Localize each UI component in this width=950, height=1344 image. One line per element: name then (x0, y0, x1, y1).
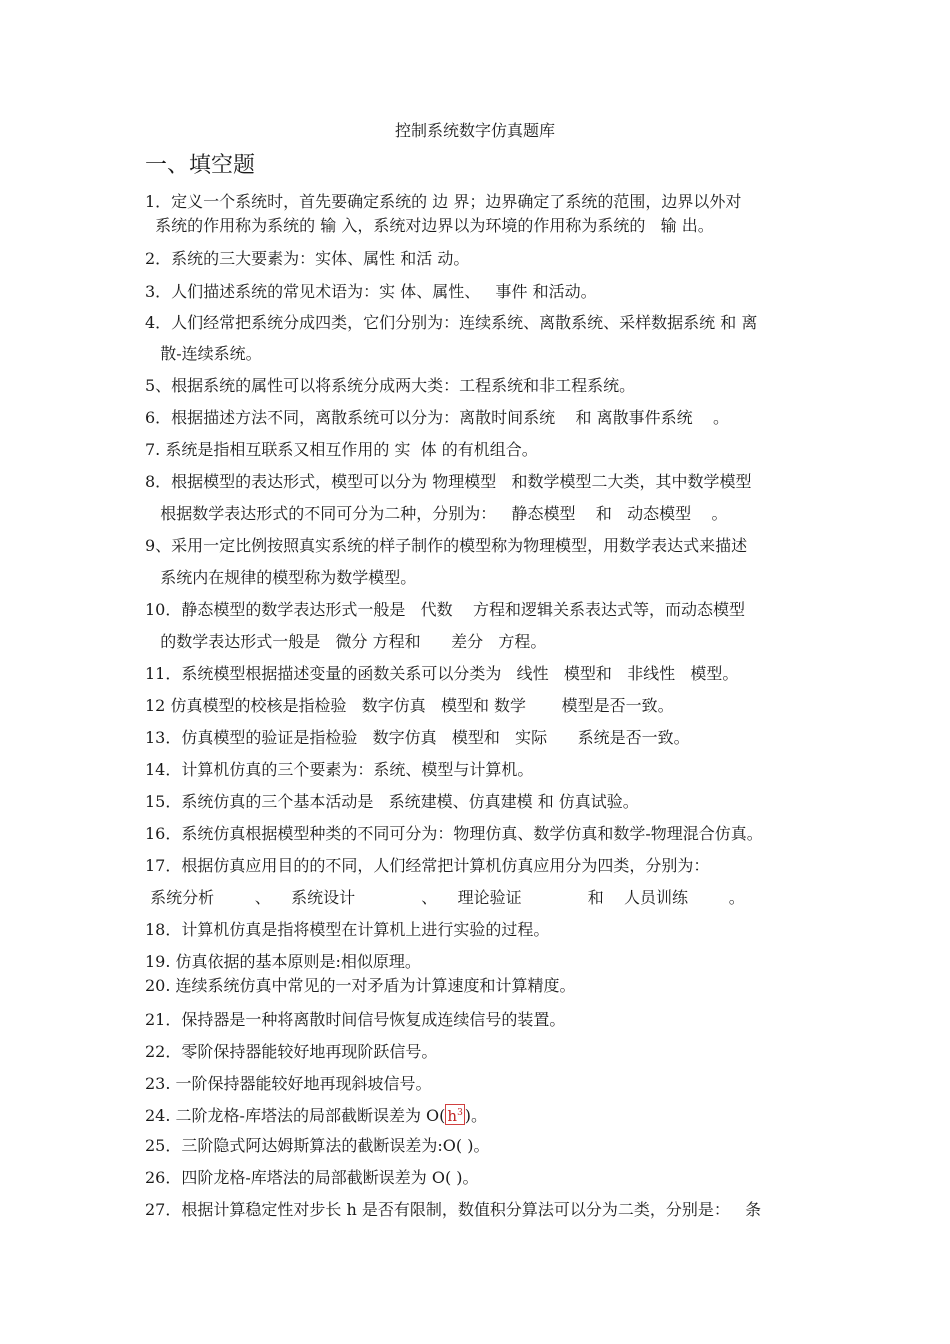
text-line: 22．零阶保持器能较好地再现阶跃信号。 (145, 1042, 438, 1061)
formula-exponent: 3 (457, 1108, 463, 1118)
document-title: 控制系统数字仿真题库 (394, 121, 555, 140)
text-line: 25．三阶隐式阿达姆斯算法的截断误差为:O( )。 (145, 1136, 490, 1155)
formula-base: h (447, 1107, 458, 1125)
text-line: 系统内在规律的模型称为数学模型。 (145, 568, 417, 587)
formula-box (445, 1104, 464, 1125)
line24-text: 24. 二阶龙格-库塔法的局部截断误差为 O( (145, 1106, 446, 1125)
text-line: 13．仿真模型的验证是指检验 数字仿真 模型和 实际 系统是否一致。 (145, 728, 690, 747)
text-line: 系统的作用称为系统的 输 入，系统对边界以为环境的作用称为系统的 输 出。 (145, 216, 714, 235)
text-line: 的数学表达形式一般是 微分 方程和 差分 方程。 (145, 632, 547, 651)
line24-tail: )。 (464, 1106, 488, 1125)
text-line: 23. 一阶保持器能较好地再现斜坡信号。 (145, 1074, 432, 1093)
text-line: 5、根据系统的属性可以将系统分成两大类：工程系统和非工程系统。 (145, 376, 636, 395)
text-line: 20. 连续系统仿真中常见的一对矛盾为计算速度和计算精度。 (145, 976, 576, 995)
text-line: 4．人们经常把系统分成四类，它们分别为：连续系统、离散系统、采样数据系统 和 离 (145, 313, 758, 332)
text-line: 17．根据仿真应用目的的不同，人们经常把计算机仿真应用分为四类，分别为： (145, 856, 710, 875)
text-line: 7. 系统是指相互联系又相互作用的 实 体 的有机组合。 (145, 440, 538, 459)
text-line: 12 仿真模型的校核是指检验 数字仿真 模型和 数学 模型是否一致。 (145, 696, 674, 715)
text-line: 21．保持器是一种将离散时间信号恢复成连续信号的装置。 (145, 1010, 566, 1029)
text-line: 11．系统模型根据描述变量的函数关系可以分类为 线性 模型和 非线性 模型。 (145, 664, 739, 683)
text-line: 6．根据描述方法不同，离散系统可以分为：离散时间系统 和 离散事件系统 。 (145, 408, 729, 427)
text-line: 26．四阶龙格-库塔法的局部截断误差为 O( )。 (145, 1168, 479, 1187)
text-line: 27．根据计算稳定性对步长 h 是否有限制，数值积分算法可以分为二类，分别是： 条 (145, 1200, 762, 1219)
text-line: 16．系统仿真根据模型种类的不同可分为：物理仿真、数学仿真和数学-物理混合仿真。 (145, 824, 763, 843)
text-line: 9、采用一定比例按照真实系统的样子制作的模型称为物理模型，用数学表达式来描述 (145, 536, 748, 555)
text-line-24 (145, 1104, 487, 1126)
text-line: 2．系统的三大要素为：实体、属性 和活 动。 (145, 249, 470, 268)
section-heading: 一、填空题 (145, 153, 256, 178)
text-line: 系统分析 、 系统设计 、 理论验证 和 人员训练 。 (145, 888, 745, 907)
text-line: 根据数学表达形式的不同可分为二种，分别为： 静态模型 和 动态模型 。 (145, 504, 728, 523)
text-line: 18．计算机仿真是指将模型在计算机上进行实验的过程。 (145, 920, 550, 939)
text-line: 10．静态模型的数学表达形式一般是 代数 方程和逻辑关系表达式等，而动态模型 (145, 600, 745, 619)
text-line: 1．定义一个系统时，首先要确定系统的 边 界；边界确定了系统的范围，边界以外对 (145, 192, 742, 211)
text-line: 散-连续系统。 (145, 344, 262, 363)
text-line: 19. 仿真依据的基本原则是:相似原理。 (145, 952, 421, 971)
text-line: 14．计算机仿真的三个要素为：系统、模型与计算机。 (145, 760, 534, 779)
text-line: 15．系统仿真的三个基本活动是 系统建模、仿真建模 和 仿真试验。 (145, 792, 639, 811)
text-line: 3．人们描述系统的常见术语为：实 体、属性、 事件 和活动。 (145, 282, 597, 301)
text-line: 8．根据模型的表达形式，模型可以分为 物理模型 和数学模型二大类，其中数学模型 (145, 472, 752, 491)
